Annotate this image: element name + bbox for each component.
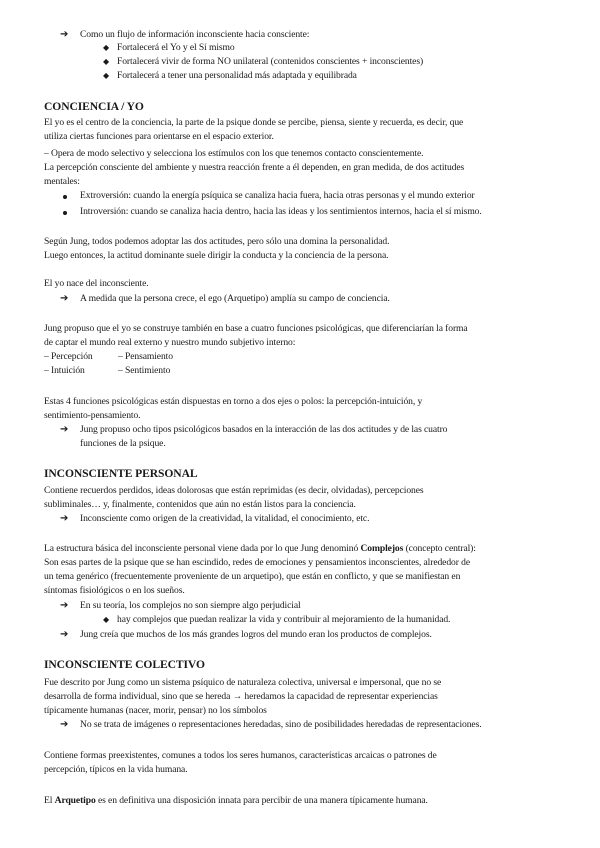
text-line: El yo es el centro de la conciencia, la parte de la psique donde se percibe, piensa, siente y recuerda, es decir, que [44, 117, 464, 128]
arrow-icon: ➔ [60, 293, 69, 304]
function-item: – Percepción [44, 351, 93, 362]
diamond-icon: ◆ [103, 57, 110, 66]
text-line: – Opera de modo selectivo y selecciona los estímulos con los que tenemos contacto conscientemente. [44, 148, 424, 159]
text-line: síntomas fisiológicos o en los sueños. [44, 585, 185, 596]
diamond-icon: ◆ [103, 615, 110, 624]
text-line: La percepción consciente del ambiente y nuestra reacción frente a él dependen, en gran medida, de dos actitudes [44, 162, 465, 173]
arrow-icon: ➔ [60, 424, 69, 435]
arrow-icon: ➔ [60, 600, 69, 611]
bullet-icon [63, 211, 67, 215]
section-heading: INCONSCIENTE COLECTIVO [44, 658, 205, 671]
bullet-icon [63, 195, 67, 199]
text-line: percepción, típicos en la vida humana. [44, 764, 188, 775]
text-line: Jung propuso que el yo se construye también en base a cuatro funciones psicológicas, que diferenciarían la forma [44, 323, 468, 334]
list-item: Extroversión: cuando la energía psíquica se canaliza hacia fuera, hacia otras personas y el mundo exterior [80, 190, 475, 201]
text-line: En su teoría, los complejos no son siempre algo perjudicial [80, 600, 301, 611]
arrow-icon: ➔ [60, 513, 69, 524]
text-line: El Arquetipo es en definitiva una disposición innata para percibir de una manera típicamente humana. [44, 795, 428, 806]
text-line: Inconsciente como origen de la creatividad, la vitalidad, el conocimiento, etc. [80, 513, 370, 524]
text-line: A medida que la persona crece, el ego (Arquetipo) amplía su campo de conciencia. [80, 293, 390, 304]
text-line: Son esas partes de la psique que se han escindido, redes de emociones y pensamientos inconscientes, alrededor de [44, 557, 470, 568]
section-heading: INCONSCIENTE PERSONAL [44, 467, 198, 480]
text-line: Jung creía que muchos de los más grandes logros del mundo eran los productos de complejos. [80, 629, 432, 640]
list-item: Fortalecerá vivir de forma NO unilateral (contenidos conscientes + inconscientes) [117, 56, 424, 67]
diamond-icon: ◆ [103, 71, 110, 80]
text-line: No se trata de imágenes o representaciones heredadas, sino de posibilidades heredadas de representaciones. [80, 719, 482, 730]
arrow-icon: ➔ [60, 719, 69, 730]
function-item: – Intuición [44, 365, 85, 376]
text-line: utiliza ciertas funciones para orientarse en el espacio exterior. [44, 131, 274, 142]
text-line: Jung propuso ocho tipos psicológicos basados en la interacción de las dos actitudes y de las cuatro [80, 424, 448, 435]
text-line: un tema genérico (frecuentemente proveniente de un arquetipo), que están en conflicto, y que se manifiestan en [44, 571, 461, 582]
text-line: Luego entonces, la actitud dominante suele dirigir la conducta y la conciencia de la persona. [44, 250, 389, 261]
section-heading: CONCIENCIA / YO [44, 100, 144, 113]
text-line: Contiene formas preexistentes, comunes a todos los seres humanos, características arcaicas o patrones de [44, 750, 437, 761]
text-line: Contiene recuerdos perdidos, ideas dolorosas que están reprimidas (es decir, olvidadas), percepciones [44, 485, 424, 496]
arrow-icon: ➔ [60, 29, 69, 40]
list-item: Introversión: cuando se canaliza hacia dentro, hacia las ideas y los sentimientos internos, hacia el sí mismo. [80, 206, 482, 217]
arrow-icon: ➔ [60, 629, 69, 640]
text-line: mentales: [44, 176, 80, 187]
diamond-icon: ◆ [103, 43, 110, 52]
list-item: Fortalecerá a tener una personalidad más adaptada y equilibrada [117, 70, 357, 81]
function-item: – Pensamiento [118, 351, 173, 362]
text-line: Según Jung, todos podemos adoptar las dos actitudes, pero sólo una domina la personalidad. [44, 236, 390, 247]
text-line: Como un flujo de información inconsciente hacia consciente: [80, 29, 310, 40]
text-line: Estas 4 funciones psicológicas están dispuestas en torno a dos ejes o polos: la percepción-intuición, y [44, 396, 423, 407]
function-item: – Sentimiento [118, 365, 171, 376]
list-item: hay complejos que puedan realizar la vida y contribuir al mejoramiento de la humanidad. [117, 614, 451, 625]
text-line: El yo nace del inconsciente. [44, 278, 149, 289]
text-line: típicamente humanas (nacer, morir, pensar) no los símbolos [44, 705, 267, 716]
text-line: funciones de la psique. [80, 438, 166, 449]
list-item: Fortalecerá el Yo y el Sí mismo [117, 42, 235, 53]
text-line: La estructura básica del inconsciente personal viene dada por lo que Jung denominó Complejos (concepto central): [44, 543, 476, 554]
text-line: Fue descrito por Jung como un sistema psíquico de naturaleza colectiva, universal e impersonal, que no se [44, 677, 442, 688]
text-line: subliminales… y, finalmente, contenidos que aún no están listos para la conciencia. [44, 499, 356, 510]
text-line: desarrolla de forma individual, sino que se hereda → heredamos la capacidad de representar experiencias [44, 691, 438, 702]
text-line: de captar el mundo real externo y nuestro mundo subjetivo interno: [44, 337, 296, 348]
text-line: sentimiento-pensamiento. [44, 410, 141, 421]
